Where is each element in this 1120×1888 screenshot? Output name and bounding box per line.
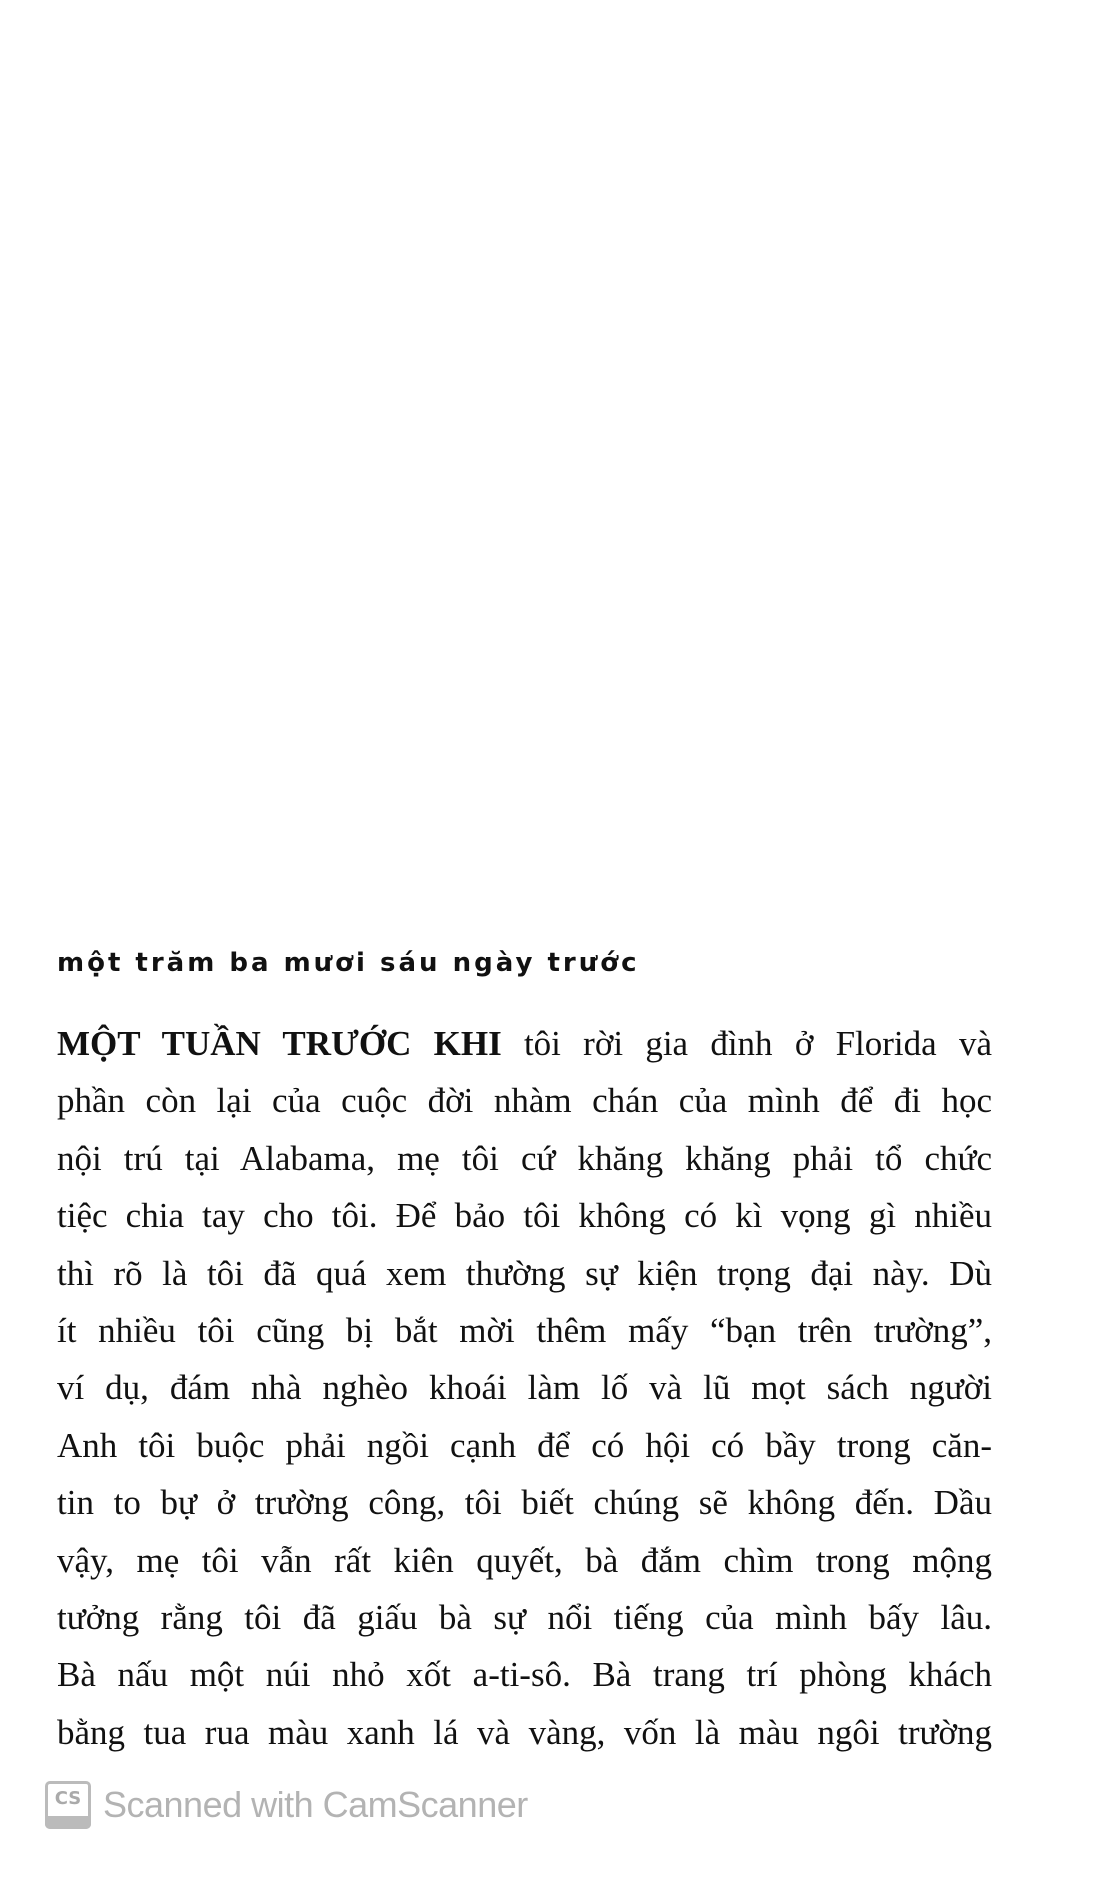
body-line-text: tôi rời gia đình ở Florida và: [501, 1024, 992, 1063]
body-line: tưởng rằng tôi đã giấu bà sự nổi tiếng của mình bấy lâu.: [57, 1597, 992, 1637]
body-line: vậy, mẹ tôi vẫn rất kiên quyết, bà đắm chìm trong mộng: [57, 1540, 992, 1580]
body-line: phần còn lại của cuộc đời nhàm chán của mình để đi học: [57, 1081, 992, 1121]
body-line: ví dụ, đám nhà nghèo khoái làm lố và lũ mọt sách người: [57, 1368, 992, 1408]
body-line: ít nhiều tôi cũng bị bắt mời thêm mấy “bạn trên trường”,: [57, 1310, 992, 1350]
body-line: Anh tôi buộc phải ngồi cạnh để có hội có bầy trong căn-: [57, 1425, 992, 1465]
body-line: thì rõ là tôi đã quá xem thường sự kiện trọng đại này. Dù: [57, 1253, 992, 1293]
chapter-heading: một trăm ba mươi sáu ngày trước: [57, 948, 640, 978]
watermark-text: Scanned with CamScanner: [103, 1784, 528, 1825]
body-line: Bà nấu một núi nhỏ xốt a-ti-sô. Bà trang trí phòng khách: [57, 1655, 992, 1695]
body-line: nội trú tại Alabama, mẹ tôi cứ khăng khăng phải tổ chức: [57, 1138, 992, 1178]
camscanner-watermark: [45, 1781, 528, 1829]
body-text: [57, 1015, 992, 1761]
camscanner-logo-icon: CS: [45, 1781, 91, 1829]
body-line: tin to bự ở trường công, tôi biết chúng sẽ không đến. Dầu: [57, 1483, 992, 1523]
body-line: [57, 1015, 992, 1072]
body-line: tiệc chia tay cho tôi. Để bảo tôi không có kì vọng gì nhiều: [57, 1196, 992, 1236]
lead-in: MỘT TUẦN TRƯỚC KHI: [57, 1024, 502, 1063]
body-line: bằng tua rua màu xanh lá và vàng, vốn là màu ngôi trường: [57, 1712, 992, 1752]
